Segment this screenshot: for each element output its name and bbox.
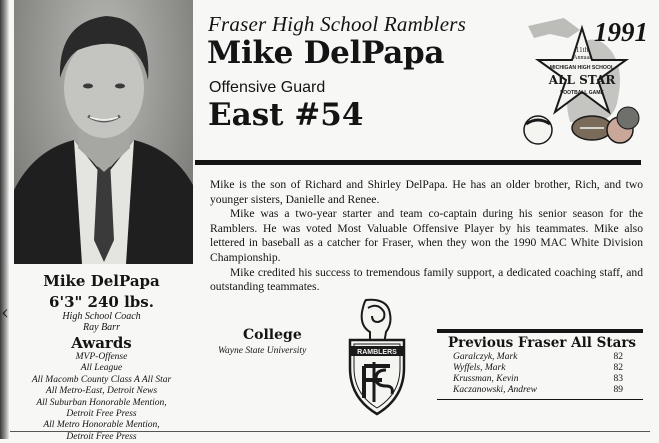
list-item [453, 352, 623, 363]
award-item: Detroit Free Press [66, 409, 137, 420]
previous-all-stars-bottom-rule [437, 399, 643, 400]
bio-paragraph: Mike credited his success to tremendous family support, a dedicated coaching staff, and outstanding teammates. [210, 265, 643, 294]
award-item: All League [80, 363, 123, 374]
award-item: All Metro Honorable Mention, [43, 420, 160, 431]
all-star-year: 89 [613, 385, 623, 395]
logo-annual: Annual [573, 55, 591, 61]
binding-mark: ‹ [1, 300, 9, 324]
all-star-name: Wyffels, Mark [453, 363, 506, 373]
all-star-name: Krussman, Kevin [453, 374, 519, 384]
award-item: Detroit Free Press [66, 431, 137, 442]
profile-column [10, 270, 193, 443]
all-star-year: 83 [613, 374, 623, 384]
award-item: MVP-Offense [75, 352, 128, 362]
previous-all-stars-rule [437, 329, 643, 333]
profile-name: Mike DelPapa [43, 272, 160, 290]
all-star-year: 82 [613, 352, 623, 362]
logo-ordinal: 11th [575, 46, 589, 54]
logo-ring-text: MICHIGAN HIGH SCHOOL [549, 65, 615, 71]
team-number: East #54 [208, 97, 364, 133]
awards-heading: Awards [71, 334, 132, 352]
logo-all-star: ALL STAR [548, 73, 616, 87]
list-item [453, 363, 623, 374]
crest-banner: RAMBLERS [357, 349, 397, 356]
player-portrait [14, 0, 193, 264]
height-weight: 6'3" 240 lbs. [49, 293, 154, 311]
player-position: Offensive Guard [209, 79, 326, 96]
college-heading: College [243, 327, 302, 343]
award-item: All Suburban Honorable Mention, [36, 397, 167, 408]
award-item: All Macomb County Class A All Star [31, 374, 172, 385]
logo-game: FOOTBALL GAME [560, 90, 604, 96]
coach-label: High School Coach [62, 311, 141, 322]
college-name: Wayne State University [218, 346, 307, 356]
ram-crest-icon [344, 298, 410, 418]
coach-name: Ray Barr [83, 322, 120, 333]
binding-strip [0, 0, 9, 439]
award-item: All Metro-East, Detroit News [45, 386, 158, 397]
all-star-name: Garalczyk, Mark [453, 352, 518, 362]
bio-paragraph: Mike was a two-year starter and team co-captain during his senior season for the Ramblers. He was voted Most Valuable Offensive Player by his teammates. Mike also lettered in baseball as a catcher for Fraser, when they won the 1990 MAC White Division Championship. [210, 207, 643, 264]
logo-year: 1991 [594, 17, 648, 47]
school-name: Fraser High School Ramblers [208, 12, 466, 36]
previous-all-stars-list [453, 352, 623, 396]
player-name: Mike DelPapa [207, 35, 445, 71]
player-photo [14, 0, 193, 264]
bio-paragraph: Mike is the son of Richard and Shirley DelPapa. He has an older brother, Rich, and two younger sisters, Danielle and Renee. [210, 178, 643, 206]
list-item [453, 374, 623, 385]
awards-list [10, 352, 193, 443]
list-item [453, 385, 623, 396]
ramblers-crest [344, 298, 410, 418]
all-star-name: Kaczanowski, Andrew [453, 385, 537, 395]
header-rule [195, 160, 641, 165]
biography [210, 178, 643, 295]
previous-all-stars-heading: Previous Fraser All Stars [448, 335, 637, 351]
all-star-year: 82 [613, 363, 623, 373]
page-bottom-rule [10, 431, 650, 432]
